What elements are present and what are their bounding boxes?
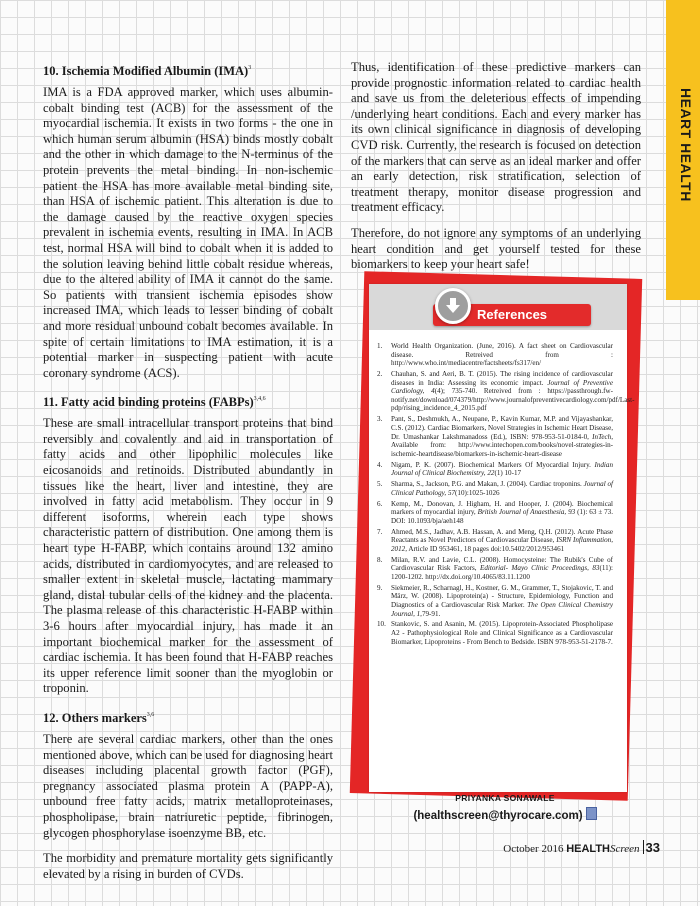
page-number: 33 <box>645 840 660 855</box>
link-icon <box>586 807 597 820</box>
author-email[interactable]: (healthscreen@thyrocare.com) <box>405 807 605 822</box>
issue-date: October 2016 <box>503 843 567 855</box>
magazine-brand: HEALTH <box>566 843 610 855</box>
download-arrow-icon <box>435 288 471 324</box>
reference-item: 8. Milan, R.V. and Lavie, C.L. (2008). Homocysteine: The Rubik's Cube of Cardiovascular Risk Factors, Editorial- Mayo Clinic Proceedings, 83(11): 1200-1202. http://dx.doi.org/10.4065/83.11.1200 <box>377 555 613 581</box>
right-column <box>351 60 641 283</box>
section-heading: 12. Others markers$^{3,6}$ <box>43 710 155 725</box>
reference-item: 5. Sharma, S., Jackson, P.G. and Makan, J. (2004). Cardiac troponins. Journal of Clinical Pathology, 57(10):1025-1026 <box>377 480 613 497</box>
section-ima <box>43 60 333 381</box>
left-column <box>43 60 333 892</box>
section-fabp <box>43 391 333 697</box>
section-others <box>43 707 333 882</box>
references-box <box>369 284 635 792</box>
reference-item: 1. World Health Organization. (June, 2016). A fact sheet on Cardiovascular disease. Retreived from : http://www.who.int/mediacentre/factsheets/fs317/en/ <box>377 342 613 368</box>
section-tab-label: HEART HEALTH <box>678 88 694 202</box>
reference-item: 9. Siekmeier, R., Scharnagl, H., Kostner, G. M., Grammer, T., Stojakovic, T. and März, W. (2008). Lipoprotein(a) - Structure, Epidemiology, Function and Diagnostics of a Cardiovascular Risk Marker. The Open Clinical Chemistry Journal, 1,79-91. <box>377 583 613 618</box>
author-name: PRIYANKA SONAWALE <box>455 793 555 803</box>
body-paragraph: Therefore, do not ignore any symptoms of an underlying heart condition and get yourself tested for these biomarkers to keep your heart safe! <box>351 225 641 272</box>
page-footer <box>470 838 660 858</box>
references-title: References <box>433 304 591 326</box>
reference-item: 7. Ahmed, M.S., Jadhav, A.B. Hassan, A. and Meng, Q.H. (2012). Acute Phase Reactants as Novel Predictors of Cardiovascular Disease, ISRN Inflammation, 2012, Article ID 953461, 18 pages doi:10.5402/2012/953461 <box>377 527 614 553</box>
reference-list <box>377 342 635 649</box>
section-heading: 11. Fatty acid binding proteins (FABPs)$^{3,4,6}$ <box>43 395 266 410</box>
reference-item: 6. Kemp, M., Donovan, J. Higham, H. and Hooper, J. (2004). Biochemical markers of myocardial injury, British Journal of Anaesthesia, 93 (1): 63 ± 73. DOI: 10.1093/bja/aeh148 <box>377 499 613 525</box>
reference-item: 3. Pant, S., Deshmukh, A., Neupane, P., Kavin Kumar, M.P. and Vijayashankar, C.S. (2012). Cardiac Biomarkers, Novel Strategies in Ischemic Heart Disease, Dr. Umashankar Lakshmanadoss (Ed.), ISBN: 978-953-51-0184-0, InTech, Available from: http://www.intechopen.com/books/novel-strategies-in-ischemic-heartdisease/biomarkers-in-ischemic-heart-disease <box>377 415 613 458</box>
body-paragraph: These are small intracellular transport proteins that bind reversibly and covalently and aid in transportation of fatty acids and other lipophilic molecules like eicosanoids and retinoids. Distributed abundantly in tissues like the heart, liver and intestine, they are involved in fatty acid metabolism. They occur in 9 different isoforms, wherein each type shows characteristic pattern of distribution. One among them is heart type H-FABP, which contains around 132 amino acids, distributed in cardiomyocytes, and are released to smaller extent in skeletal muscle, lactating mammary gland, distal tubular cells of the kidney and the placenta. The plasma release of this characteristic H-FABP within 3-6 hours after myocardial injury, has made it an important biochemical marker for the assessment of cardiac ischemia. It has been found that H-FABP reaches its upper reference limit sooner than the myoglobin or troponin. <box>43 416 333 696</box>
footer-divider <box>643 840 644 854</box>
body-paragraph: There are several cardiac markers, other than the ones mentioned above, which can be used for diagnosing heart diseases including placental growth factor (PGF), pregnancy associated plasma protein A (PAPP-A), unbound free fatty acids, matrix metalloproteinases, phospholipase, brain natriuretic peptide, fibrinogen, glycogen phosphorylase isoenzyme BB, etc. <box>43 731 333 840</box>
reference-item: 2. Chauhan, S. and Aeri, B. T. (2015). The rising incidence of cardiovascular diseases in India: Assessing its economic impact. Journal of Preventive Cardiology, 4(4); 735-740. Retreived from : https://passthrough.fw-notify.net/download/074379/http://www.journalofpreventivecardiology.com/pdf/Last-pdp/rising_incidence_4_2015.pdf <box>377 370 635 413</box>
section-heading: 10. Ischemia Modified Albumin (IMA)$^3$ <box>43 64 252 78</box>
body-paragraph: The morbidity and premature mortality gets significantly elevated by a rising in burden of CVDs. <box>43 851 333 881</box>
body-paragraph: IMA is a FDA approved marker, which uses albumin-cobalt binding test (ACB) for the assessment of the myocardial ischemia. It exists in two forms - the one in which human serum albumin (HSA) binds mostly cobalt and the other in which damage to the N-terminus of the protein prevents the metal binding. In non-ischemic patient the HSA has more available metal binding site, than HSA of ischemic patient. This alteration is due to the damage caused by the reactive oxygen species prevalent in ischemia events, resulting in IMA. In ACB test, normal HSA will bind to cobalt when it is added to the solution leaving behind little cobalt residue whereas, due to the altered ability of IMA it cannot do the same. So patients with transient ischemia episodes show increased IMA, which leads to lesser binding of cobalt and more residual unbound cobalt becomes available. In spite of certain limitations to IMA estimation, it is a potential marker in suspecting patient with acute coronary syndrome (ACS). <box>43 85 333 380</box>
magazine-brand-italic: Screen <box>610 843 640 855</box>
reference-item: 10. Stankovic, S. and Asanin, M. (2015). Lipoprotein-Associated Phospholipase A2 - Pathophysiological Role and Clinical Significance as a Cardiovascular Biomarker, Lipoproteins - From Bench to Bedside. ISBN 978-953-51-2178-7. <box>377 620 613 646</box>
reference-item: 4. Nigam, P. K. (2007). Biochemical Markers Of Myocardial Injury. Indian Journal of Clinical Biochemistry, 22(1) 10-17 <box>377 460 613 478</box>
body-paragraph: Thus, identification of these predictive markers can provide prognostic information related to cardiac health and save us from the deleterious effects of impending /underlying heart conditions. Each and every marker has its own clinical significance in diagnosis of developing CVD risk. Currently, the research is focused on detection of the markers that can serve as an ideal marker and offer an early detection, risk stratification, selection of treatment therapy, monitor disease progression and treatment efficacy. <box>351 60 641 215</box>
